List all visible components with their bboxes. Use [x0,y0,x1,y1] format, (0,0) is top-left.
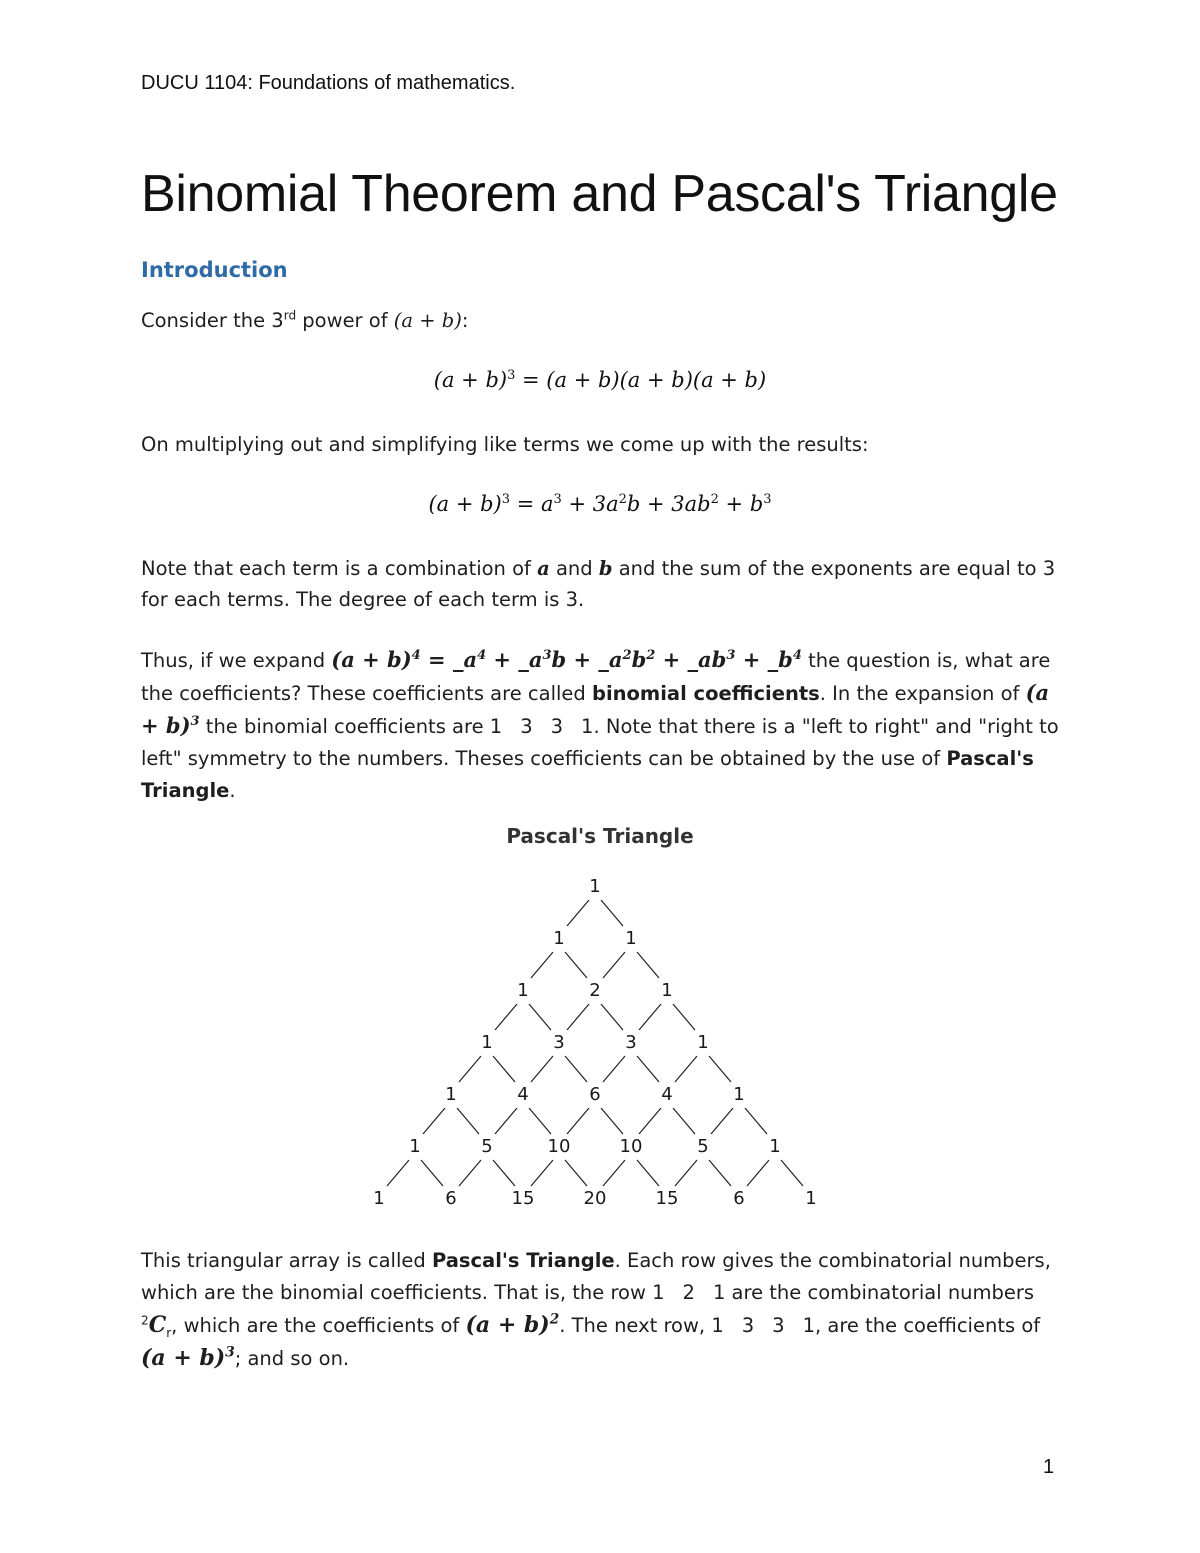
triangle-edge [565,1160,587,1186]
triangle-edge [601,1108,623,1134]
triangle-entry: 1 [769,1136,781,1157]
variable-b: b [598,557,613,580]
triangle-edge [745,1108,767,1134]
pascals-triangle-figure [360,870,840,1230]
paragraph-note-combination: Note that each term is a combination of a and b and the sum of the exponents are equal to 3 for each terms. The degree of each term is 3. [141,557,1056,611]
triangle-entry: 4 [661,1084,673,1105]
triangle-edge [637,952,659,978]
triangle-edge [567,900,589,926]
equation-cube-product: $(a + b)^3 = (a + b)(a + b)(a + b)$ [433,368,767,392]
inline-math-cube-2: $(a + b)^3$ [141,1344,235,1371]
equation-cube-expansion: $(a + b)^3 = a^3 + 3a^2b + 3ab^2 + b^3$ [428,492,772,516]
triangle-edge [421,1160,443,1186]
paragraph-multiplying-out: On multiplying out and simplifying like terms we come up with the results: [141,433,869,456]
inline-math-square: $(a + b)^2$ [465,1311,560,1338]
triangle-entry: 1 [517,980,529,1001]
triangle-entry: 2 [589,980,601,1001]
triangle-edge [709,1056,731,1082]
inline-math-a-plus-b: (a + b) [393,309,462,332]
triangle-edge [495,1108,517,1134]
triangle-entry: 1 [481,1032,493,1053]
pascals-triangle [360,870,840,1230]
triangle-edge [567,1004,589,1030]
section-heading-introduction: Introduction [141,258,288,282]
triangle-edge [675,1160,697,1186]
triangle-edge [639,1004,661,1030]
triangle-edge [387,1160,409,1186]
triangle-edge [603,1056,625,1082]
triangle-entry: 10 [547,1136,571,1157]
triangle-title: Pascal's Triangle [506,824,694,848]
triangle-edge [529,1004,551,1030]
triangle-entry: 1 [373,1188,385,1209]
triangle-edge [603,952,625,978]
combinatorial-symbol: $^2C_r$ [141,1312,172,1340]
triangle-edge [457,1108,479,1134]
triangle-edge [673,1108,695,1134]
page-title: Binomial Theorem and Pascal's Triangle [141,165,1058,223]
triangle-edge [493,1056,515,1082]
triangle-entry: 3 [625,1032,637,1053]
triangle-edge [673,1004,695,1030]
triangle-entry: 6 [589,1084,601,1105]
triangle-edge [601,1004,623,1030]
triangle-entry: 1 [805,1188,817,1209]
triangle-edge [709,1160,731,1186]
triangle-edge [637,1056,659,1082]
triangle-entry: 10 [619,1136,643,1157]
inline-math-cube: $(a + b)^3$ [141,680,1050,738]
triangle-entry: 15 [655,1188,679,1209]
triangle-edge [459,1160,481,1186]
triangle-entry: 1 [589,876,601,897]
triangle-edge [603,1160,625,1186]
triangle-entry: 1 [661,980,673,1001]
triangle-entry: 6 [445,1188,457,1209]
triangle-edge [565,952,587,978]
triangle-entry: 1 [553,928,565,949]
triangle-edge [747,1160,769,1186]
triangle-edge [675,1056,697,1082]
inline-math-fourth-power: $(a + b)^4$ = $\_a^4$ + $\_a^3b$ + $\_a^2b^2$ + $\_ab^3$ + $\_b^4$ [331,647,802,672]
triangle-edge [601,900,623,926]
paragraph-triangular-array: This triangular array is called Pascal's Triangle. Each row gives the combinatorial numbers, which are the binomial coefficients. That is, the row 1 2 1 are the combinatorial numbers $^2C_r$, which are the coefficients of $(a + b)^2$. The next row, 1 3 3 1, are the coefficients of $(a + b)^3$; and so on. [141,1249,1051,1371]
term-binomial-coefficients: binomial coefficients [592,682,820,705]
triangle-edge [531,1056,553,1082]
running-header: DUCU 1104: Foundations of mathematics. [141,72,516,94]
triangle-entry: 5 [481,1136,493,1157]
triangle-edge [495,1004,517,1030]
triangle-entry: 3 [553,1032,565,1053]
triangle-edge [637,1160,659,1186]
paragraph-consider-cube: Consider the 3rd power of (a + b): [141,308,469,332]
triangle-entry: 20 [583,1188,607,1209]
triangle-edge [639,1108,661,1134]
triangle-edge [459,1056,481,1082]
triangle-entry: 6 [733,1188,745,1209]
triangle-edge [529,1108,551,1134]
triangle-edge [711,1108,733,1134]
triangle-edge [493,1160,515,1186]
variable-a: a [537,557,550,580]
triangle-edge [781,1160,803,1186]
triangle-entry: 1 [409,1136,421,1157]
triangle-entry: 1 [697,1032,709,1053]
triangle-entry: 1 [733,1084,745,1105]
triangle-entry: 15 [511,1188,535,1209]
triangle-entry: 4 [517,1084,529,1105]
triangle-entry: 1 [625,928,637,949]
triangle-edge [423,1108,445,1134]
triangle-entry: 5 [697,1136,709,1157]
term-pascals-triangle-2: Pascal's Triangle [431,1249,615,1272]
triangle-entry: 1 [445,1084,457,1105]
triangle-edge [531,1160,553,1186]
page-number: 1 [1043,1456,1055,1478]
paragraph-binomial-coefficients: Thus, if we expand $(a + b)^4$ = $\_a^4$ + $\_a^3b$ + $\_a^2b^2$ + $\_ab^3$ + $\_b^4$ the question is, what are the coefficients? These coefficients are called binomial coefficients. In the expansion of $(a + b)^3$ the binomial coefficients are 1 3 3 1. Note that there is a "left to right" and "right to left" symmetry to the numbers. Theses coefficients can be obtained by the use of Pascal's Triangle. [141,647,1059,802]
triangle-edge [567,1108,589,1134]
term-pascals-triangle: Pascal's Triangle [141,747,1034,802]
triangle-edge [565,1056,587,1082]
triangle-edge [531,952,553,978]
